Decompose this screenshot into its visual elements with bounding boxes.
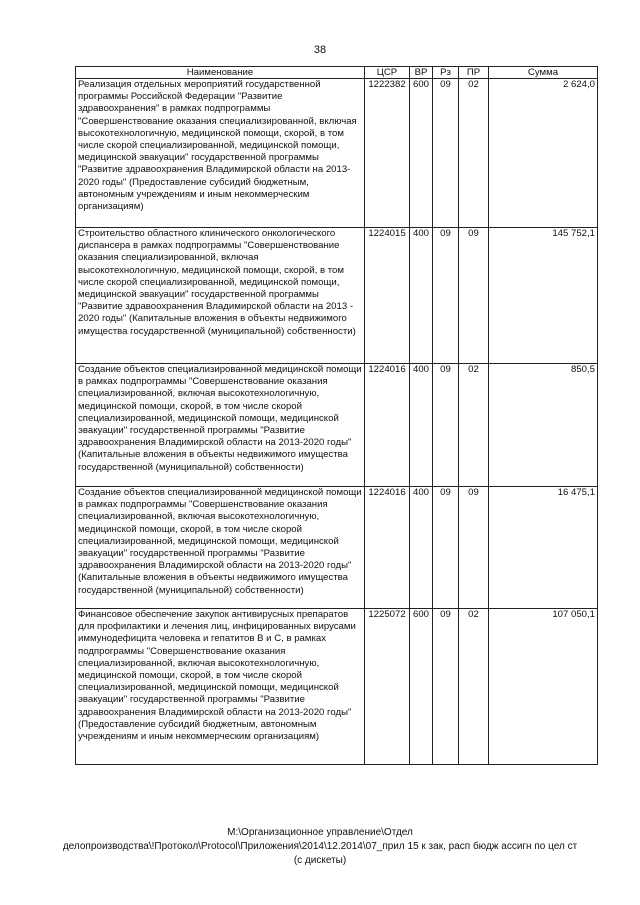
footer-line-3: (с дискеты) — [293, 855, 347, 866]
file-path-footer — [0, 826, 640, 868]
cell-vr: 400 — [410, 487, 433, 609]
cell-sum: 850,5 — [489, 364, 598, 487]
table-header-row — [76, 67, 598, 79]
cell-rz: 09 — [433, 79, 459, 228]
cell-pr: 09 — [459, 228, 489, 364]
table-row — [76, 364, 598, 487]
cell-vr: 600 — [410, 79, 433, 228]
table-row — [76, 228, 598, 364]
table-row — [76, 609, 598, 765]
cell-name: Строительство областного клинического онкологического диспансера в рамках подпрограммы "Совершенствование оказания специализированной, включая высокотехнологичную, медицинской помощи, скорой, в том числе скорой специализированной, медицинской помощи, медицинской эвакуации" государственной программы "Развитие здравоохранения Владимирской области на 2013 - 2020 годы" (Капитальные вложения в объекты недвижимого имущества государственной (муниципальной) собственности) — [76, 228, 365, 364]
footer-line-2: делопроизводства\!Протокол\Protocol\Приложения\2014\12.2014\07_прил 15 к зак, расп бюдж ассигн по цел ст — [62, 841, 578, 852]
budget-table — [75, 66, 598, 765]
cell-pr: 02 — [459, 364, 489, 487]
page-number: 38 — [313, 44, 327, 56]
header-name: Наименование — [76, 67, 365, 79]
table-row — [76, 487, 598, 609]
cell-pr: 02 — [459, 609, 489, 765]
cell-name: Создание объектов специализированной медицинской помощи в рамках подпрограммы "Совершенствование оказания специализированной, включая высокотехнологичную, медицинской помощи, скорой, в том числе скорой специализированной, медицинской помощи, медицинской эвакуации" государственной программы "Развитие здравоохранения Владимирской области на 2013-2020 годы" (Капитальные вложения в объекты недвижимого имущества государственной (муниципальной) собственности) — [76, 487, 365, 609]
cell-sum: 107 050,1 — [489, 609, 598, 765]
cell-name: Реализация отдельных мероприятий государственной программы Российской Федерации "Развитие здравоохранения" в рамках подпрограммы "Совершенствование оказания специализированной, включая высокотехнологичную, медицинской помощи, скорой, в том числе скорой специализированной, медицинской помощи, медицинской эвакуации" государственной программы "Развитие здравоохранения Владимирской области на 2013-2020 годы" (Предоставление субсидий бюджетным, автономным учреждениям и иным некоммерческим организациям) — [76, 79, 365, 228]
footer-line-1: М:\Организационное управление\Отдел — [227, 827, 413, 838]
cell-name: Создание объектов специализированной медицинской помощи в рамках подпрограммы "Совершенствование оказания специализированной, включая высокотехнологичную, медицинской помощи, скорой, в том числе скорой специализированной, медицинской помощи, медицинской эвакуации" государственной программы "Развитие здравоохранения Владимирской области на 2013-2020 годы" (Капитальные вложения в объекты недвижимого имущества государственной (муниципальной) собственности) — [76, 364, 365, 487]
cell-csr: 1222382 — [365, 79, 410, 228]
cell-name: Финансовое обеспечение закупок антивирусных препаратов для профилактики и лечения лиц, инфицированных вирусами иммунодефицита человека и гепатитов В и С, в рамках подпрограммы "Совершенствование оказания специализированной, включая высокотехнологичную, медицинской помощи, скорой, в том числе скорой специализированной, медицинской помощи, медицинской эвакуации" государственной программы "Развитие здравоохранения Владимирской области на 2013-2020 годы" (Предоставление субсидий бюджетным, автономным учреждениям и иным некоммерческим организациям) — [76, 609, 365, 765]
cell-sum: 16 475,1 — [489, 487, 598, 609]
cell-sum: 2 624,0 — [489, 79, 598, 228]
cell-vr: 400 — [410, 364, 433, 487]
cell-csr: 1224015 — [365, 228, 410, 364]
cell-csr: 1224016 — [365, 364, 410, 487]
header-csr: ЦСР — [365, 67, 410, 79]
header-sum: Сумма — [489, 67, 598, 79]
cell-pr: 09 — [459, 487, 489, 609]
table-row — [76, 79, 598, 228]
header-vr: ВР — [410, 67, 433, 79]
cell-pr: 02 — [459, 79, 489, 228]
header-rz: Рз — [433, 67, 459, 79]
cell-rz: 09 — [433, 609, 459, 765]
cell-vr: 600 — [410, 609, 433, 765]
cell-rz: 09 — [433, 487, 459, 609]
cell-sum: 145 752,1 — [489, 228, 598, 364]
header-pr: ПР — [459, 67, 489, 79]
cell-rz: 09 — [433, 228, 459, 364]
cell-csr: 1225072 — [365, 609, 410, 765]
cell-csr: 1224016 — [365, 487, 410, 609]
cell-vr: 400 — [410, 228, 433, 364]
cell-rz: 09 — [433, 364, 459, 487]
